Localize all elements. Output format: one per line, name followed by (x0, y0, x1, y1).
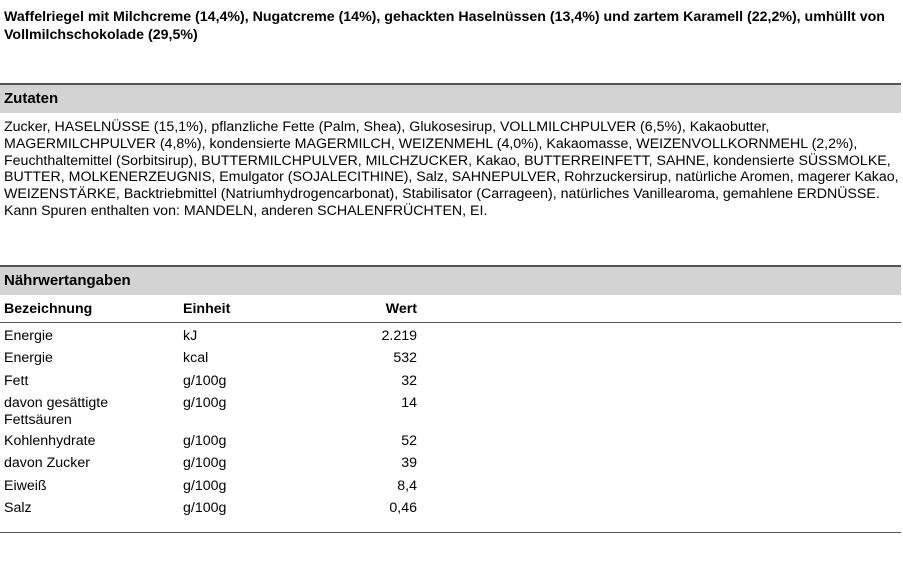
nutrient-unit: g/100g (183, 478, 227, 494)
nutrient-value: 532 (393, 350, 417, 366)
nutrient-value: 39 (401, 455, 417, 471)
column-header-unit: Einheit (183, 301, 231, 317)
nutrition-heading: Nährwertangaben (4, 272, 131, 289)
table-row (0, 495, 901, 518)
ingredients-block (4, 119, 899, 220)
nutrient-unit: g/100g (183, 433, 227, 449)
table-row (0, 473, 901, 495)
table-row (0, 323, 901, 345)
nutrient-unit: g/100g (183, 395, 227, 411)
table-row (0, 450, 901, 473)
nutrient-value: 14 (401, 395, 417, 411)
nutrient-name: davon gesättigte Fettsäuren (4, 395, 109, 428)
allergen-traces-text: Kann Spuren enthalten von: MANDELN, anderen SCHALENFRÜCHTEN, EI. (4, 202, 488, 219)
column-header-name: Bezeichnung (4, 301, 93, 317)
nutrient-unit: g/100g (183, 455, 227, 471)
nutrient-name: Kohlenhydrate (4, 433, 96, 449)
nutrition-table (0, 297, 901, 518)
nutrient-unit: kJ (183, 328, 198, 344)
nutrient-unit: g/100g (183, 500, 227, 516)
nutrient-value: 2.219 (381, 328, 417, 344)
table-bottom-divider (0, 532, 901, 533)
ingredients-text: Zucker, HASELNÜSSE (15,1%), pflanzliche Fette (Palm, Shea), Glukosesirup, VOLLMILCHPULVER (6,5%), Kakaobutter, MAGERMILCHPULVER (4,8%), kondensierte MAGERMILCH, WEIZENMEHL (4,0%), Kakaomasse, WEIZENVOLLKORNMEHL (2,2%), Feuchthaltemittel (Sorbitsirup), BUTTERMILCHPULVER, MILCHZUCKER, Kakao, BUTTERREINFETT, SAHNE, kondensierte SÜSSMOLKE, BUTTER, MOLKENERZEUGNIS, Emulgator (SOJALECITHINE), Salz, SAHNEPULVER, Rohrzuckersirup, natürliche Aromen, magerer Kakao, WEIZENSTÄRKE, Backtriebmittel (Natriumhydrogencarbonat), Stabilisator (Carrageen), natürliches Vanillearoma, gemahlene ERDNÜSSE. (4, 119, 899, 203)
nutrient-name: Fett (4, 373, 29, 389)
nutrition-table-header (0, 297, 901, 323)
nutrient-name: Energie (4, 328, 53, 344)
nutrient-value: 8,4 (397, 478, 417, 494)
ingredients-section-header (0, 83, 901, 113)
nutrient-name: Energie (4, 350, 53, 366)
column-header-value: Wert (385, 301, 417, 317)
table-row (0, 345, 901, 368)
nutrient-name: Eiweiß (4, 478, 47, 494)
nutrient-name: Salz (4, 500, 32, 516)
nutrient-value: 32 (401, 373, 417, 389)
ingredients-heading: Zutaten (4, 90, 59, 107)
nutrient-value: 0,46 (389, 500, 417, 516)
nutrient-unit: g/100g (183, 373, 227, 389)
table-row (0, 368, 901, 390)
table-row (0, 390, 901, 428)
nutrient-unit: kcal (183, 350, 209, 366)
nutrient-value: 52 (401, 433, 417, 449)
nutrient-name: davon Zucker (4, 455, 90, 471)
product-title: Waffelriegel mit Milchcreme (14,4%), Nugatcreme (14%), gehackten Haselnüssen (13,4%) und zartem Karamell (22,2%), umhüllt von Vollmilchschokolade (29,5%) (4, 9, 885, 43)
nutrition-section-header (0, 265, 901, 295)
table-row (0, 428, 901, 450)
